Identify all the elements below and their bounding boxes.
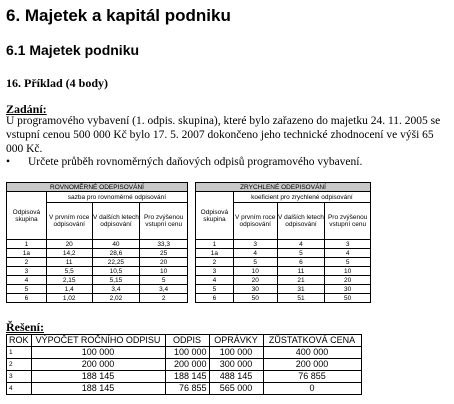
table-cell: 33,3 [140, 240, 188, 249]
table-cell: 3 [196, 267, 234, 276]
table-cell: 40 [92, 240, 140, 249]
table-row [7, 359, 362, 371]
header-cell: ODPIS [165, 335, 209, 347]
table-cell: 1a [7, 249, 47, 258]
table-row [7, 383, 362, 395]
assignment-label: Zadání: [6, 102, 47, 116]
table-cell: 2 [7, 258, 47, 267]
table-cell: 1,02 [46, 294, 92, 303]
table-cell: 76 855 [263, 371, 361, 383]
table-cell: 1 [7, 240, 47, 249]
table-cell: 200 000 [31, 359, 165, 371]
table-cell: 100 000 [31, 347, 165, 359]
table-row [196, 276, 371, 285]
table-cell: 2 [140, 294, 188, 303]
table-cell: 50 [325, 294, 371, 303]
table-row [196, 240, 371, 249]
table-cell: 3,4 [92, 285, 140, 294]
table-cell: 188 145 [31, 383, 165, 395]
assignment-text: U programového vybavení (1. odpis. skupina), které bylo zařazeno do majetku 24. 11. 2005 se vstupní cenou 500 000 Kč bylo 17. 5. 2007 dokončeno jeho technické zhodnocení ve výši 65 000 Kč. [6, 115, 441, 155]
table-cell: 2,02 [92, 294, 140, 303]
task-item [6, 156, 362, 168]
table-cell: 4 [277, 240, 325, 249]
table-cell: 25 [140, 249, 188, 258]
table-cell: 188 145 [31, 371, 165, 383]
solution-label: Řešení: [6, 320, 44, 334]
heading-chapter: 6. Majetek a kapitál podniku [6, 6, 231, 25]
table-cell: 10,5 [92, 267, 140, 276]
table-cell: 1 [7, 347, 32, 359]
task-text: Určete průběh rovnoměrných daňových odpisů programového vybavení. [28, 156, 363, 168]
table-cell: 1,4 [46, 285, 92, 294]
table-cell: 5 [277, 249, 325, 258]
table-row [7, 347, 362, 359]
header-cell: Odpisová skupina [196, 192, 234, 240]
table-cell: 50 [233, 294, 277, 303]
table-cell: 3,4 [140, 285, 188, 294]
table-cell: 200 000 [263, 359, 361, 371]
solution-table [6, 334, 362, 395]
header-cell: Pro zvýšenou vstupní cenu [140, 203, 188, 240]
table-row [196, 267, 371, 276]
table-caption: ZRYCHLENÉ ODEPISOVÁNÍ [196, 183, 371, 192]
table-cell: 5 [325, 258, 371, 267]
table-cell: 1 [196, 240, 234, 249]
table-row [196, 249, 371, 258]
table-subcaption: koeficient pro zrychlené odpisování [233, 192, 370, 203]
header-cell: V dalších letech odpisování [92, 203, 140, 240]
table-cell: 10 [325, 267, 371, 276]
table-cell: 5,15 [92, 276, 140, 285]
table-cell: 3 [7, 371, 32, 383]
table-cell: 20 [46, 240, 92, 249]
table-cell: 20 [233, 276, 277, 285]
table-cell: 5 [7, 285, 47, 294]
header-cell: V prvním roce odpisování [233, 203, 277, 240]
table-cell: 3 [233, 240, 277, 249]
table-cell: 0 [263, 383, 361, 395]
table-caption: ROVNOMĚRNÉ ODEPISOVÁNÍ [7, 183, 188, 192]
header-cell: V dalších letech odpisování [277, 203, 325, 240]
header-cell: ROK [7, 335, 32, 347]
table-row [7, 276, 188, 285]
table-cell: 31 [277, 285, 325, 294]
table-cell: 5 [233, 258, 277, 267]
table-cell: 30 [325, 285, 371, 294]
table-row [196, 258, 371, 267]
header-cell: V prvním roce odpisování [46, 203, 92, 240]
table-cell: 1a [196, 249, 234, 258]
table-cell: 4 [7, 276, 47, 285]
table-row [196, 294, 371, 303]
bullet-icon: • [6, 156, 11, 168]
table-cell: 11 [277, 267, 325, 276]
table-uniform-depreciation [6, 182, 188, 303]
table-cell: 3 [7, 267, 47, 276]
header-cell: ZŮSTATKOVÁ CENA [263, 335, 361, 347]
table-row [7, 371, 362, 383]
table-cell: 22,25 [92, 258, 140, 267]
table-cell: 4 [7, 383, 32, 395]
table-cell: 5,5 [46, 267, 92, 276]
table-cell: 14,2 [46, 249, 92, 258]
table-cell: 2,15 [46, 276, 92, 285]
table-cell: 4 [325, 249, 371, 258]
table-cell: 2 [7, 359, 32, 371]
table-row [7, 267, 188, 276]
table-cell: 5 [140, 276, 188, 285]
table-cell: 400 000 [263, 347, 361, 359]
table-cell: 488 145 [209, 371, 263, 383]
header-cell: Pro zvýšenou vstupní cenu [325, 203, 371, 240]
table-cell: 30 [233, 285, 277, 294]
table-cell: 200 000 [165, 359, 209, 371]
table-cell: 10 [233, 267, 277, 276]
table-cell: 6 [277, 258, 325, 267]
table-cell: 21 [277, 276, 325, 285]
table-cell: 11 [46, 258, 92, 267]
table-cell: 20 [140, 258, 188, 267]
table-row [7, 240, 188, 249]
table-cell: 6 [196, 294, 234, 303]
table-cell: 76 855 [165, 383, 209, 395]
table-cell: 5 [196, 285, 234, 294]
table-cell: 4 [233, 249, 277, 258]
header-cell: OPRÁVKY [209, 335, 263, 347]
table-cell: 100 000 [165, 347, 209, 359]
table-cell: 100 000 [209, 347, 263, 359]
table-row [196, 285, 371, 294]
table-cell: 2 [196, 258, 234, 267]
header-cell: VÝPOČET ROČNÍHO ODPISU [31, 335, 165, 347]
table-cell: 3 [325, 240, 371, 249]
table-row [7, 249, 188, 258]
table-cell: 300 000 [209, 359, 263, 371]
header-cell: Odpisová skupina [7, 192, 47, 240]
table-cell: 6 [7, 294, 47, 303]
table-row [7, 285, 188, 294]
table-row [7, 294, 188, 303]
table-cell: 51 [277, 294, 325, 303]
table-cell: 188 145 [165, 371, 209, 383]
table-row [7, 258, 188, 267]
table-cell: 28,6 [92, 249, 140, 258]
table-cell: 565 000 [209, 383, 263, 395]
table-cell: 20 [325, 276, 371, 285]
table-cell: 10 [140, 267, 188, 276]
table-cell: 4 [196, 276, 234, 285]
table-subcaption: sazba pro rovnoměrné odpisování [46, 192, 187, 203]
table-accelerated-depreciation [195, 182, 371, 303]
example-title: 16. Příklad (4 body) [6, 76, 109, 90]
heading-section: 6.1 Majetek podniku [6, 42, 140, 58]
